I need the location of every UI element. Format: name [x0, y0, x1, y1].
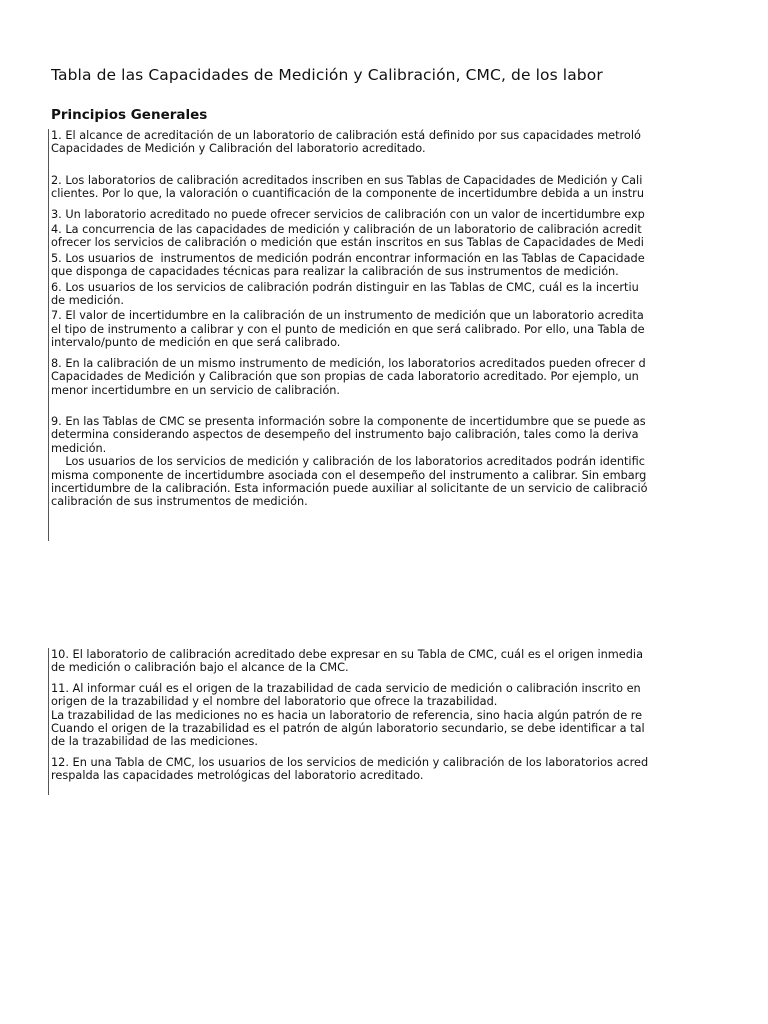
paragraph-1	[49, 129, 662, 156]
paragraph-line: 3. Un laboratorio acreditado no puede ofrecer servicios de calibración con un valor de incertidumbre exp	[51, 207, 645, 221]
paragraph-line: 2. Los laboratorios de calibración acreditados inscriben en sus Tablas de Capacidades de Medición y Cali	[51, 173, 643, 187]
paragraph-line: 8. En la calibración de un mismo instrumento de medición, los laboratorios acreditados pueden ofrecer d	[51, 356, 646, 370]
paragraph-line: clientes. Por lo que, la valoración o cuantificación de la componente de incertidumbre debida a un instru	[51, 187, 644, 201]
document-title: Tabla de las Capacidades de Medición y Calibración, CMC, de los labor	[51, 66, 603, 84]
paragraph-line: 12. En una Tabla de CMC, los usuarios de los servicios de medición y calibración de los laboratorios acred	[51, 755, 649, 769]
paragraph-line: respalda las capacidades metrológicas del laboratorio acreditado.	[51, 769, 424, 783]
paragraph-line: 6. Los usuarios de los servicios de calibración podrán distinguir en las Tablas de CMC, cuál es la incertiu	[51, 280, 639, 294]
paragraph-4	[49, 223, 662, 250]
paragraph-line: misma componente de incertidumbre asociada con el desempeño del instrumento a calibrar. Sin embarg	[51, 468, 647, 482]
paragraph-line: de medición.	[51, 294, 124, 308]
paragraph-9	[49, 415, 662, 509]
paragraph-line: origen de la trazabilidad y el nombre del laboratorio que ofrece la trazabilidad.	[51, 695, 498, 709]
paragraph-line: el tipo de instrumento a calibrar y con el punto de medición en que será calibrado. Por ello, una Tabla de	[51, 322, 645, 336]
paragraph-line: Los usuarios de los servicios de medición y calibración de los laboratorios acreditados podrán identific	[51, 455, 645, 469]
paragraph-line: menor incertidumbre en un servicio de calibración.	[51, 383, 341, 397]
paragraph-line: 1. El alcance de acreditación de un laboratorio de calibración está definido por sus capacidades metroló	[51, 129, 641, 142]
paragraph-line: intervalo/punto de medición en que será calibrado.	[51, 336, 341, 350]
paragraph-5	[49, 252, 662, 279]
paragraph-3	[49, 208, 662, 221]
paragraph-line: de medición o calibración bajo el alcance de la CMC.	[51, 661, 349, 675]
paragraph-line: medición.	[51, 441, 107, 455]
paragraph-line: incertidumbre de la calibración. Esta información puede auxiliar al solicitante de un servicio de calibració	[51, 481, 648, 495]
paragraph-line: 9. En las Tablas de CMC se presenta información sobre la componente de incertidumbre que se puede as	[51, 414, 646, 428]
paragraph-line: Capacidades de Medición y Calibración que son propias de cada laboratorio acreditado. Por ejemplo, un	[51, 370, 639, 384]
paragraph-line: determina considerando aspectos de desempeño del instrumento bajo calibración, tales como la deriva	[51, 428, 639, 442]
principles-block-2	[48, 648, 662, 795]
paragraph-line: ofrecer los servicios de calibración o medición que están inscritos en sus Tablas de Capacidades de Medi	[51, 236, 644, 250]
paragraph-line: La trazabilidad de las mediciones no es hacia un laboratorio de referencia, sino hacia algún patrón de re	[51, 708, 643, 722]
paragraph-line: Capacidades de Medición y Calibración del laboratorio acreditado.	[51, 142, 426, 156]
paragraph-line: de la trazabilidad de las mediciones.	[51, 735, 259, 749]
paragraph-11	[49, 682, 662, 749]
paragraph-12	[49, 756, 662, 783]
paragraph-line: que disponga de capacidades técnicas para realizar la calibración de sus instrumentos de medición.	[51, 265, 619, 279]
paragraph-line: 11. Al informar cuál es el origen de la trazabilidad de cada servicio de medición o calibración inscrito en	[51, 681, 641, 695]
paragraph-line: calibración de sus instrumentos de medición.	[51, 495, 308, 509]
paragraph-line: 4. La concurrencia de las capacidades de medición y calibración de un laboratorio de calibración acredit	[51, 223, 642, 237]
paragraph-6	[49, 281, 662, 308]
paragraph-8	[49, 357, 662, 397]
paragraph-line: 10. El laboratorio de calibración acreditado debe expresar en su Tabla de CMC, cuál es el origen inmedia	[51, 648, 643, 661]
paragraph-line: 7. El valor de incertidumbre en la calibración de un instrumento de medición que un laboratorio acredita	[51, 309, 644, 323]
paragraph-2	[49, 174, 662, 201]
paragraph-10	[49, 648, 662, 675]
paragraph-line: 5. Los usuarios de instrumentos de medición podrán encontrar información en las Tablas de Capacidade	[51, 251, 645, 265]
section-heading: Principios Generales	[51, 107, 208, 123]
paragraph-line: Cuando el origen de la trazabilidad es el patrón de algún laboratorio secundario, se debe identificar a tal	[51, 722, 645, 736]
principles-block-1	[48, 129, 662, 541]
paragraph-7	[49, 309, 662, 349]
